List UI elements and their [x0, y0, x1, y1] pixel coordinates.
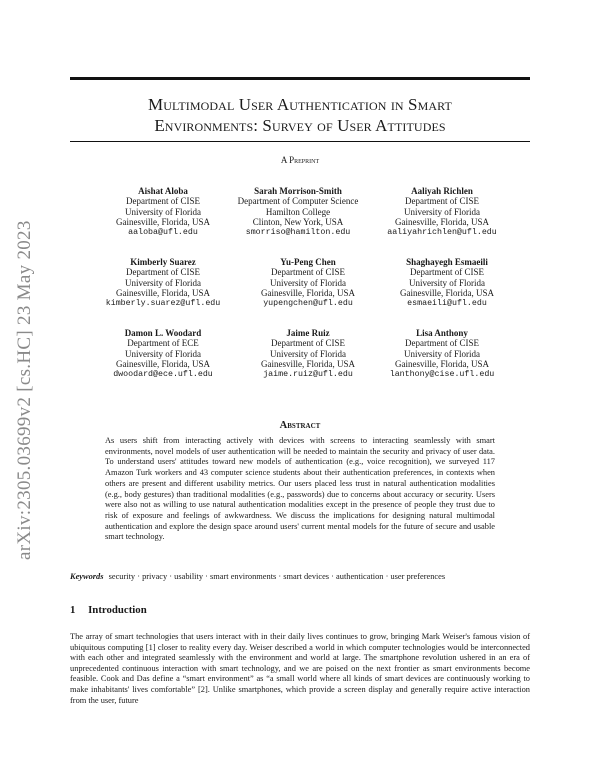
paper-title: [70, 94, 530, 136]
author-location: Gainesville, Florida, USA: [261, 359, 355, 370]
abstract-heading: Abstract: [279, 420, 321, 431]
author-institution: University of Florida: [125, 206, 201, 217]
author-location: Gainesville, Florida, USA: [261, 288, 355, 299]
author-location: Gainesville, Florida, USA: [116, 288, 210, 299]
author-dept: Department of CISE: [126, 267, 200, 278]
author-dept: Department of CISE: [271, 338, 345, 349]
author-name: Jaime Ruiz: [286, 328, 330, 338]
title-rule-bottom: [70, 141, 530, 142]
author-email[interactable]: kimberly.suarez@ufl.edu: [105, 298, 221, 308]
arxiv-stamp: arXiv:2305.03699v2 [cs.HC] 23 May 2023: [14, 220, 35, 560]
author-name: Yu-Peng Chen: [280, 257, 336, 267]
section-heading: [70, 604, 147, 616]
abstract-text: As users shift from interacting actively with devices with screens to interacting seamlessly with smart environments, novel models of user authentication will be needed to maintain the security and privacy of user data. To understand users' attitudes toward new models of authentication (e.g., voice recognition), we surveyed 117 Amazon Turk workers and 43 computer science students about their authentication preferences, in contexts when others are present and different usability metrics. Our users placed less trust in natural authentication modalities (e.g., body gestures) than traditional modalities (e.g., passwords) due to concerns about accuracy or security. Users were also not as willing to use natural authentication modalities except in the presence of people they trust due to risk of exposure and feelings of awkwardness. We discuss the implications for designing natural multimodal authentication and explore the design space around users' current mental models for the future of secure and usable smart technology.: [105, 436, 495, 542]
author-location: Gainesville, Florida, USA: [116, 217, 210, 228]
title-line-2: Environments: Survey of User Attitudes: [154, 116, 446, 135]
author-block: [357, 328, 527, 380]
author-block: [357, 186, 527, 238]
author-institution: University of Florida: [270, 348, 346, 359]
author-block: [362, 257, 532, 309]
author-name: Shaghayegh Esmaeili: [406, 257, 488, 267]
author-name: Aishat Aloba: [138, 186, 188, 196]
author-location: Clinton, New York, USA: [252, 217, 344, 228]
author-dept: Department of CISE: [405, 196, 479, 207]
author-email[interactable]: smorriso@hamilton.edu: [245, 227, 351, 237]
author-dept: Department of ECE: [127, 338, 199, 349]
author-institution: University of Florida: [125, 348, 201, 359]
author-name: Kimberly Suarez: [130, 257, 196, 267]
author-location: Gainesville, Florida, USA: [395, 359, 489, 370]
author-name: Sarah Morrison-Smith: [254, 186, 342, 196]
author-location: Gainesville, Florida, USA: [116, 359, 210, 370]
author-institution: University of Florida: [404, 348, 480, 359]
author-institution: University of Florida: [125, 277, 201, 288]
keywords-label: Keywords: [70, 572, 104, 581]
author-email[interactable]: aaloba@ufl.edu: [128, 227, 198, 237]
keywords-list: security · privacy · usability · smart environments · smart devices · authentication · user preferences: [108, 572, 446, 581]
author-dept: Department of CISE: [410, 267, 484, 278]
title-rule-top: [70, 77, 530, 80]
author-name: Damon L. Woodard: [124, 328, 202, 338]
preprint-label: A Preprint: [280, 155, 320, 165]
author-institution: Hamilton College: [265, 206, 331, 217]
author-dept: Department of Computer Science: [237, 196, 359, 207]
author-email[interactable]: lanthony@cise.ufl.edu: [389, 369, 495, 379]
author-email[interactable]: aaliyahrichlen@ufl.edu: [387, 227, 497, 237]
title-line-1: Multimodal User Authentication in Smart: [148, 95, 452, 114]
author-email[interactable]: dwoodard@ece.ufl.edu: [113, 369, 213, 379]
author-dept: Department of CISE: [126, 196, 200, 207]
section-title: Introduction: [88, 604, 147, 616]
author-institution: University of Florida: [270, 277, 346, 288]
author-location: Gainesville, Florida, USA: [395, 217, 489, 228]
author-email[interactable]: yupengchen@ufl.edu: [263, 298, 353, 308]
author-email[interactable]: esmaeili@ufl.edu: [407, 298, 487, 308]
author-dept: Department of CISE: [271, 267, 345, 278]
author-dept: Department of CISE: [405, 338, 479, 349]
author-email[interactable]: jaime.ruiz@ufl.edu: [263, 369, 353, 379]
author-institution: University of Florida: [404, 206, 480, 217]
section-number: 1: [70, 604, 76, 616]
intro-paragraph: The array of smart technologies that users interact with in their daily lives continues to grow, bringing Mark Weiser's famous vision of ubiquitous computing [1] closer to reality every day. Weiser described a world in which computer technologies would be interconnected with each other and integrated seamlessly with the environment and world at large. The smartphone revolution ushered in an era of unprecedented continuous interaction with smart technology, and we are poised on the next frontier as smart environments become feasible. Cook and Das define a “smart environment” as “a small world where all kinds of smart devices are continuously working to make inhabitants' lives comfortable” [2]. Unlike smartphones, which provide a screen display and generally require active interaction from the user, future: [70, 632, 530, 705]
author-name: Aaliyah Richlen: [411, 186, 473, 196]
author-location: Gainesville, Florida, USA: [400, 288, 494, 299]
author-institution: University of Florida: [409, 277, 485, 288]
author-name: Lisa Anthony: [416, 328, 468, 338]
keywords: [70, 571, 540, 582]
